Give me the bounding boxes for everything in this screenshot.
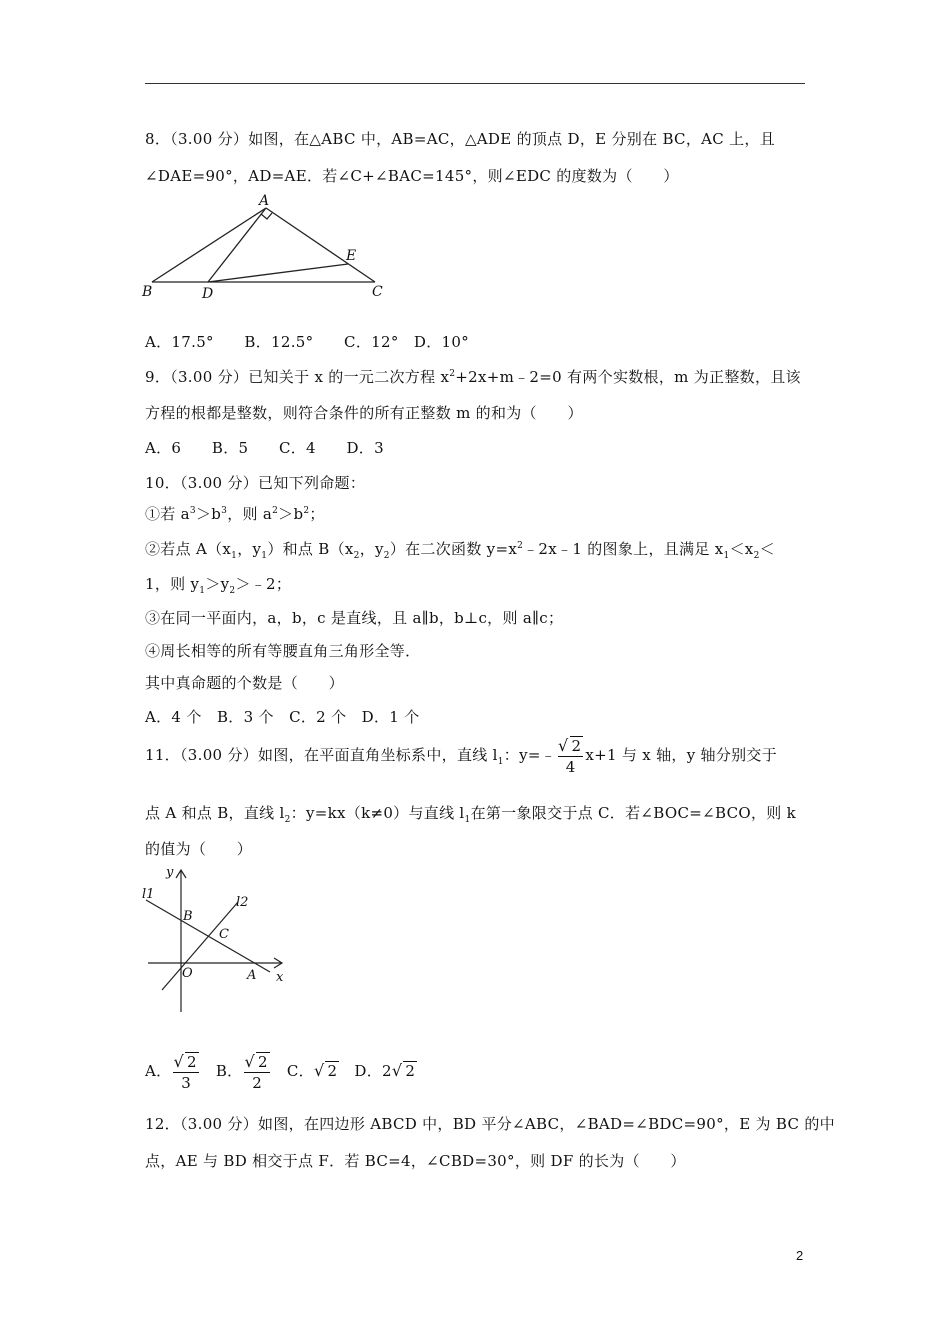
segment-ac — [266, 208, 375, 282]
label-d: D — [202, 286, 214, 302]
label-b: B — [142, 284, 153, 300]
q11-option-d: D．2√ 2 — [354, 1061, 416, 1080]
page-number: 2 — [796, 1248, 804, 1263]
label-y: y — [166, 865, 174, 880]
q10-proposition-1: ①若 $a^3>b^3$，则 $a^2>b^2$； — [145, 505, 325, 523]
q11-line-1: 11．（3.00 分）如图，在平面直角坐标系中，直线 $l_1$：y=﹣ $\frac{√ 2}{4}$ x+1 与 x 轴，y 轴分别交于 — [145, 736, 778, 776]
q10-question: 其中真命题的个数是（ ） — [145, 674, 344, 692]
label-e: E — [346, 248, 357, 264]
q10-line-1: 10．（3.00 分）已知下列命题： — [145, 474, 366, 492]
q11-line-3: 的值为（ ） — [145, 840, 253, 858]
segment-ad — [208, 208, 266, 282]
right-angle-mark — [261, 213, 272, 219]
label-o: O — [182, 966, 193, 981]
frac-sqrt2-over-4: $\frac{√ 2}{4}$ — [558, 736, 582, 776]
q10-proposition-2: ②若点 $A(x_1$，$y_1$）和点 $B(x_2$，$y_2$）在二次函数 $y=x^2﹣2x﹣1$ 的图象上，且满足 $x_1<x_2<$ — [145, 540, 775, 561]
q10-proposition-4: ④周长相等的所有等腰直角三角形全等． — [145, 642, 421, 660]
q12-line-2: 点，AE 与 BD 相交于点 F．若 BC=4，∠CBD=30°，则 DF 的长为（ ） — [145, 1152, 686, 1170]
q8-line-2: ∠DAE=90°，AD=AE．若∠C+∠BAC=145°，则∠EDC 的度数为（ ） — [145, 167, 679, 185]
q11-options — [145, 1052, 427, 1092]
header-rule — [145, 83, 805, 84]
line-l2 — [162, 902, 238, 990]
q8-options: A．17.5° B．12.5° C．12° D．10° — [145, 333, 470, 351]
q11-option-a: A． $\frac{√ 2}{3}$ — [145, 1052, 197, 1092]
label-c: C — [372, 284, 383, 300]
q9-options: A．6 B．5 C．4 D．3 — [145, 439, 384, 457]
label-c: C — [219, 927, 229, 942]
segment-ab — [152, 208, 266, 282]
segment-de — [208, 264, 348, 282]
q10-options: A．4 个 B．3 个 C．2 个 D．1 个 — [145, 708, 420, 726]
q11-line-2: 点 A 和点 B，直线 $l_2$：y=kx（k≠0）与直线 $l_1$在第一象限交于点 C．若∠BOC=∠BCO，则 k — [145, 804, 797, 825]
q8-line-1: 8．（3.00 分）如图，在△ABC 中，AB=AC，△ADE 的顶点 D，E 分别在 BC，AC 上，且 — [145, 130, 776, 148]
label-a: A — [259, 193, 270, 209]
label-b: B — [183, 909, 193, 924]
q9-line-1: 9．（3.00 分）已知关于 x 的一元二次方程 $x^2+2x+m﹣2=0$ 有两个实数根，m 为正整数，且该 — [145, 368, 801, 386]
label-l2: l2 — [236, 895, 249, 910]
q12-line-1: 12．（3.00 分）如图，在四边形 ABCD 中，BD 平分∠ABC，∠BAD=∠BDC=90°，E 为 BC 的中 — [145, 1115, 835, 1133]
q10-proposition-3: ③在同一平面内，a，b，c 是直线，且 a∥b，b⊥c，则 a∥c； — [145, 609, 564, 627]
q9-line-2: 方程的根都是整数，则符合条件的所有正整数 m 的和为（ ） — [145, 404, 583, 422]
q10-proposition-2-cont: 1，则 $y_1>y_2>﹣2$； — [145, 575, 292, 596]
q11-coordinate-figure — [140, 862, 290, 1017]
label-l1: l1 — [142, 887, 155, 902]
q11-option-c: C．√ 2 — [286, 1061, 338, 1080]
label-x: x — [276, 970, 284, 985]
q11-option-b: B． $\frac{√ 2}{2}$ — [215, 1052, 268, 1092]
q8-triangle-figure — [140, 192, 390, 302]
label-a: A — [247, 968, 257, 983]
